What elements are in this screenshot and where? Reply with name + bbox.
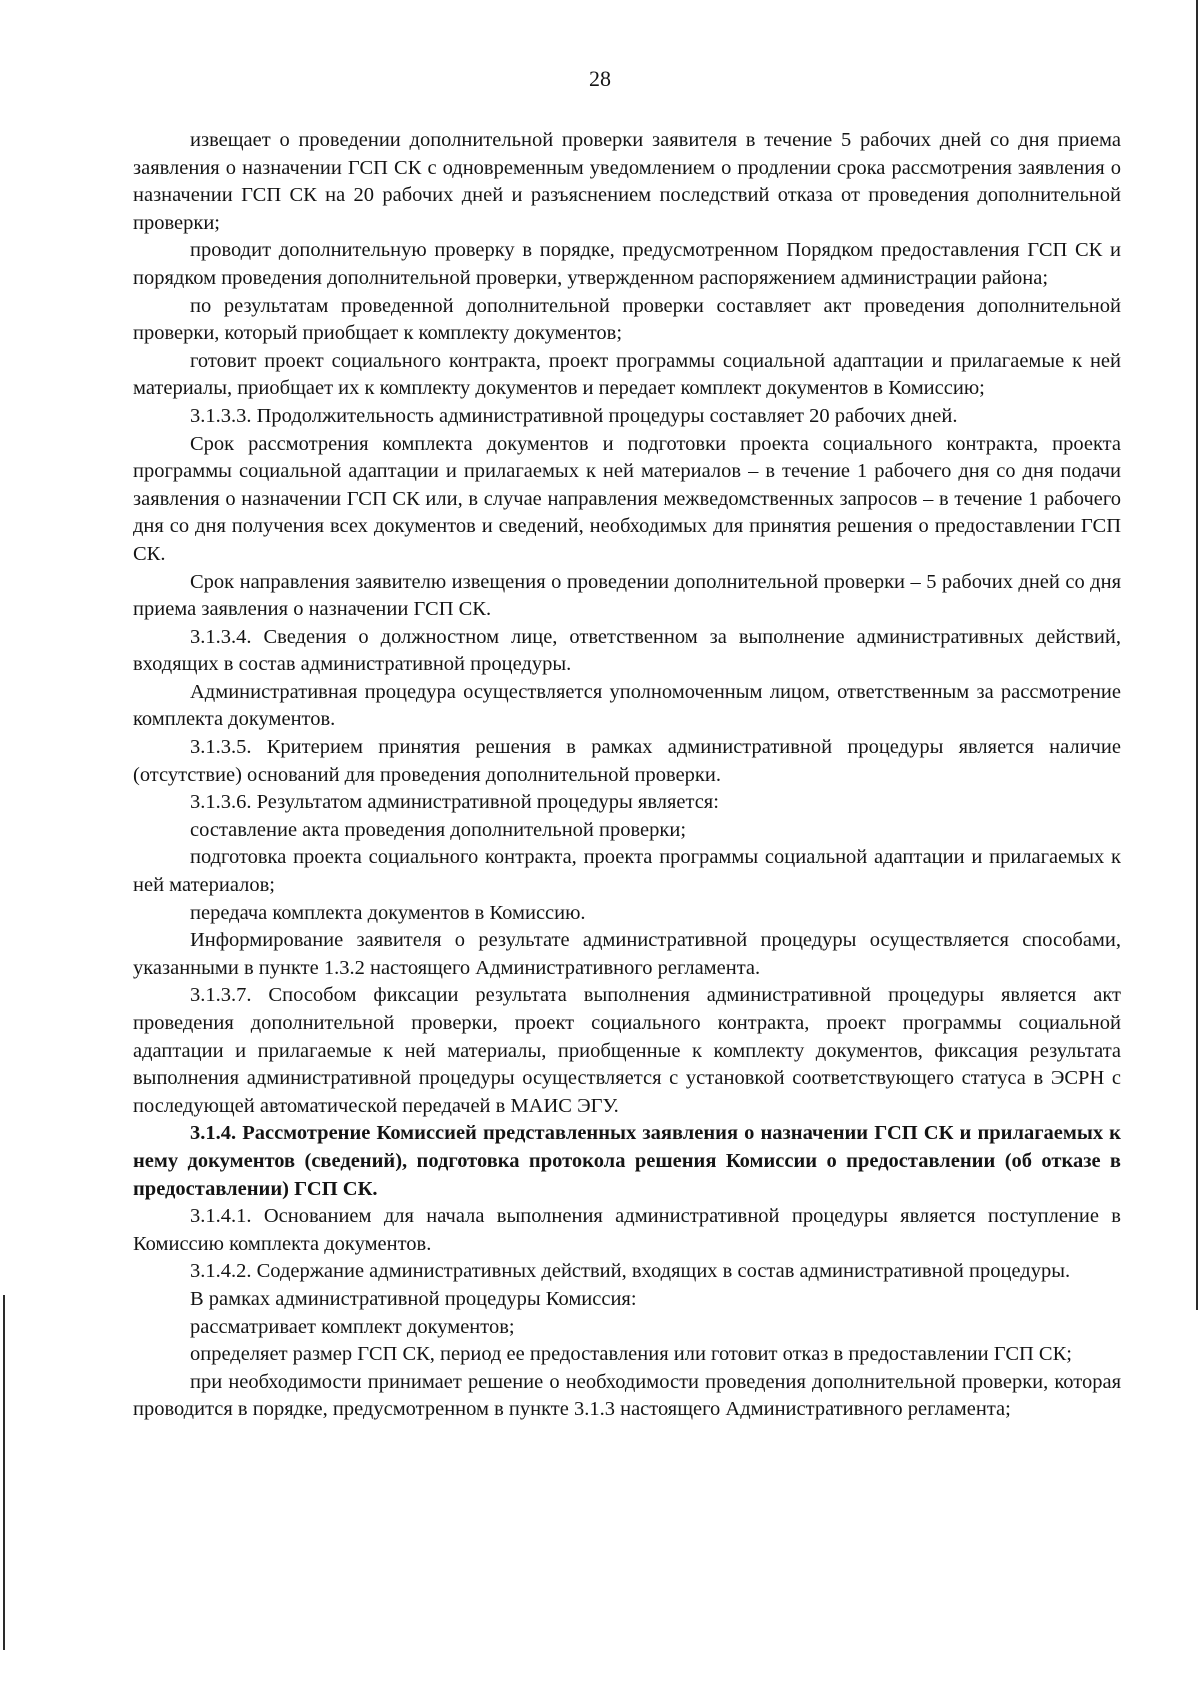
paragraph: 3.1.3.7. Способом фиксации результата выполнения административной процедуры является акт проведения дополнительной проверки, проект социального контракта, проект программы социальной адаптации и прилагаемые к ней материалы, приобщенные к комплекту документов, фиксация результата выполнения административной процедуры осуществляется с установкой соответствующего статуса в ЭСРН с последующей автоматической передачей в МАИС ЭГУ.: [133, 984, 1121, 1117]
scan-edge-line-left: [3, 1295, 5, 1650]
paragraph: определяет размер ГСП СК, период ее предоставления или готовит отказ в предоставлении ГСП СК;: [190, 1343, 1072, 1366]
paragraph: 3.1.3.6. Результатом административной процедуры является:: [190, 791, 719, 814]
paragraph: проводит дополнительную проверку в порядке, предусмотренном Порядком предоставления ГСП СК и порядком проведения дополнительной проверки, утвержденном распоряжением администрации района;: [133, 239, 1121, 289]
document-body: [133, 127, 1121, 1424]
paragraph: готовит проект социального контракта, проект программы социальной адаптации и прилагаемые к ней материалы, приобщает их к комплекту документов и передает комплект документов в Комиссию;: [133, 349, 1121, 400]
paragraph: 3.1.4.1. Основанием для начала выполнения административной процедуры является поступление в Комиссию комплекта документов.: [133, 1205, 1121, 1255]
scan-edge-line-right: [1196, 0, 1198, 1310]
paragraph: передача комплекта документов в Комиссию.: [190, 901, 586, 924]
page-number: 28: [589, 66, 611, 91]
paragraph: 3.1.3.5. Критерием принятия решения в рамках административной процедуры является наличие (отсутствие) оснований для проведения дополнительной проверки.: [133, 736, 1121, 786]
paragraph: Информирование заявителя о результате административной процедуры осуществляется способами, указанными в пункте 1.3.2 настоящего Административного регламента.: [133, 929, 1121, 979]
paragraph: по результатам проведенной дополнительной проверки составляет акт проведения дополнительной проверки, который приобщает к комплекту документов;: [133, 294, 1121, 345]
paragraph: Срок направления заявителю извещения о проведении дополнительной проверки – 5 рабочих дней со дня приема заявления о назначении ГСП СК.: [133, 570, 1121, 621]
paragraph: 3.1.4.2. Содержание административных действий, входящих в состав административной процедуры.: [190, 1260, 1071, 1283]
paragraph: Административная процедура осуществляется уполномоченным лицом, ответственным за рассмотрение комплекта документов.: [133, 680, 1121, 731]
section-heading: 3.1.4. Рассмотрение Комиссией представленных заявления о назначении ГСП СК и прилагаемых к нему документов (сведений), подготовка протокола решения Комиссии о предоставлении (об отказе в предоставлении) ГСП СК.: [133, 1122, 1121, 1200]
paragraph: 3.1.3.3. Продолжительность административной процедуры составляет 20 рабочих дней.: [190, 404, 958, 427]
paragraph: составление акта проведения дополнительной проверки;: [190, 818, 687, 841]
paragraph: Срок рассмотрения комплекта документов и подготовки проекта социального контракта, проекта программы социальной адаптации и прилагаемых к ней материалов – в течение 1 рабочего дня со дня подачи заявления о назначении ГСП СК или, в случае направления межведомственных запросов – в течение 1 рабочего дня со дня получения всех документов и сведений, необходимых для принятия решения о предоставлении ГСП СК.: [133, 432, 1121, 565]
paragraph: извещает о проведении дополнительной проверки заявителя в течение 5 рабочих дней со дня приема заявления о назначении ГСП СК с одновременным уведомлением о продлении срока рассмотрения заявления о назначении ГСП СК на 20 рабочих дней и разъяснением последствий отказа от проведения дополнительной проверки;: [133, 129, 1121, 234]
paragraph: В рамках административной процедуры Комиссия:: [190, 1287, 637, 1310]
paragraph: рассматривает комплект документов;: [190, 1315, 515, 1338]
paragraph: подготовка проекта социального контракта, проекта программы социальной адаптации и прилагаемых к ней материалов;: [133, 846, 1121, 897]
paragraph: 3.1.3.4. Сведения о должностном лице, ответственном за выполнение административных действий, входящих в состав административной процедуры.: [133, 625, 1121, 676]
paragraph: при необходимости принимает решение о необходимости проведения дополнительной проверки, которая проводится в порядке, предусмотренном в пункте 3.1.3 настоящего Административного регламента;: [133, 1370, 1121, 1421]
